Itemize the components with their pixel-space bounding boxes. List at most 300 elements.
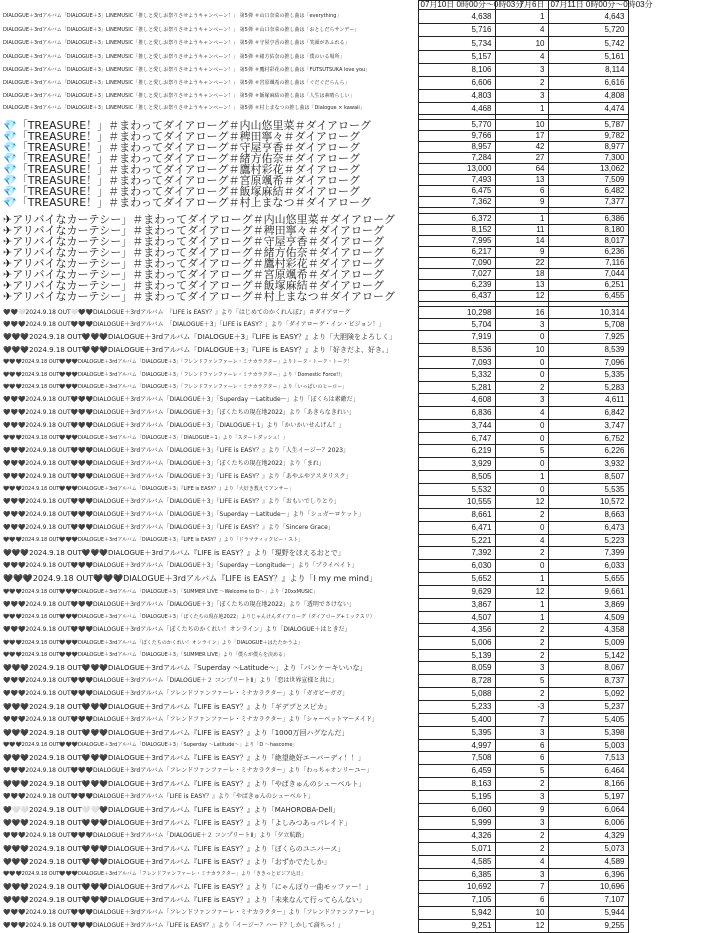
value-cell-d[interactable]: 5,009 [548,637,628,650]
value-cell-d[interactable]: 7,509 [548,175,628,186]
title-cell[interactable]: 🖤🖤🖤2024.9.18 OUT🖤🖤🖤DIALOGUE＋3rdアルバム「フレンドファンファーレ・ミナカラクター」より「ききっとピジア込日」 [3,871,306,877]
value-cell-b[interactable]: 10,555 [418,496,495,509]
value-cell-c[interactable]: 9 [495,247,548,258]
title-cell[interactable]: 🖤🖤🖤2024.9.18 OUT🖤🖤🖤DIALOGUE＋3rdアルバム「DIALOGUE＋3」「DIALOGUE＋1」より「スタートダッシュ！」 [3,435,288,441]
value-cell-c[interactable]: 10 [495,37,548,51]
title-cell[interactable]: 🖤🖤🖤2024.9.18 OUT🖤🖤🖤DIALOGUE＋3rdアルバム「DIALOGUE＋3」『LIFE is EASY？』より「おもいでしりとり」 [3,498,340,505]
value-cell-b[interactable]: 6,459 [418,765,495,778]
value-cell-b[interactable]: 3,744 [418,420,495,433]
value-cell-c[interactable]: 6 [495,740,548,752]
value-cell-c[interactable]: 0 [495,331,548,344]
value-cell-b[interactable]: 4,507 [418,612,495,624]
value-cell-b[interactable]: 4,608 [418,394,495,407]
title-cell[interactable]: 🖤🖤🖤2024.9.18 OUT🖤🖤🖤DIALOGUE＋3rdアルバム『LIFE is EASY？』より「未来なんて行ってらんない」 [3,895,366,904]
value-cell-b[interactable]: 9,629 [418,586,495,599]
value-cell-d[interactable]: 6,473 [548,522,628,535]
value-cell-c[interactable]: 18 [495,269,548,280]
value-cell-b[interactable]: 5,006 [418,637,495,650]
value-cell-d[interactable]: 4,589 [548,856,628,869]
value-cell-c[interactable]: 4 [495,24,548,37]
value-cell-d[interactable]: 3,747 [548,420,628,433]
value-cell-b[interactable]: 6,060 [418,804,495,817]
value-cell-b[interactable]: 5,999 [418,817,495,830]
value-cell-d[interactable]: 8,114 [548,64,628,77]
title-cell[interactable]: DIALOGUE＋3rdアルバム「DIALOGUE＋3」LINEMUSIC「推しと愛しお祭りさせようキャンペーン！」 第5弾 ＃山口奈菜の推し曲は「おとしだらサンデー」 [3,26,360,33]
title-cell[interactable]: 🖤🖤🖤2024.9.18 OUT🖤🖤🖤DIALOGUE＋3rdアルバム「ぼくたちのかくれい！オンライン」より「DIALOGUE＋はときだ」 [3,626,351,633]
value-cell-c[interactable]: 0 [495,433,548,445]
value-cell-c[interactable]: 0 [495,484,548,496]
value-cell-b[interactable]: 5,071 [418,843,495,856]
value-cell-b[interactable]: 7,493 [418,175,495,186]
value-cell-d[interactable]: 3,869 [548,599,628,612]
value-cell-d[interactable]: 5,161 [548,51,628,64]
value-cell-d[interactable]: 6,033 [548,560,628,573]
empty-cell [628,484,718,496]
value-cell-c[interactable]: 3 [495,791,548,804]
value-cell-c[interactable]: 0 [495,458,548,471]
value-cell-d[interactable]: 5,655 [548,573,628,586]
value-cell-c[interactable]: 9 [495,804,548,817]
title-cell[interactable]: 🖤🤍🤍2024.9.18 OUT🤍🤍🖤DIALOGUE＋3rdアルバム『LIFE is EASY？』より「MAHOROBA-Dell」 [3,805,340,814]
header-col-c[interactable]: 7月6日 [495,1,548,10]
value-cell-d[interactable]: 6,455 [548,291,628,302]
title-cell[interactable]: 🖤🖤🖤2024.9.18 OUT🖤🖤🖤DIALOGUE＋3rdアルバム「フレンドファンファーレ・ミナカラクター」より「シャーベットマーメイド」 [3,716,378,723]
value-cell-d[interactable]: 7,116 [548,258,628,269]
title-cell[interactable]: 🖤🖤🖤2024.9.18 OUT🖤🖤🖤DIALOGUE＋3rdアルバム「DIALOGUE＋3」「SUMMER LIVE ～Welcome to D～」より「20xxMUSIC」 [3,588,318,595]
value-cell-d[interactable]: 4,509 [548,612,628,624]
value-cell-c[interactable]: 2 [495,843,548,856]
title-cell[interactable]: 🖤🖤🖤2024.9.18 OUT🖤🖤🖤DIALOGUE＋3rdアルバム「フレンドファンファーレ・ミナカラクター」より「ガガビーガガ」 [3,690,349,697]
title-cell[interactable]: 🖤🖤🖤2024.9.18 OUT🖤🖤🖤DIALOGUE＋3rdアルバム『LIFE is EASY？』より「絶望絶好エーバーディ！！」 [3,753,365,762]
title-cell[interactable]: 🖤🖤🖤2024.9.18 OUT🖤🖤🖤DIALOGUE＋3rdアルバム「DIALOGUE＋3」「フレンドファンファーレ・ミナカラクター」よりトーク・トーク・トーク！ [3,359,353,365]
value-cell-c[interactable]: 1 [495,612,548,624]
value-cell-b[interactable]: 7,919 [418,331,495,344]
value-cell-d[interactable]: 7,044 [548,269,628,280]
title-cell[interactable]: DIALOGUE＋3rdアルバム「DIALOGUE＋3」LINEMUSIC「推しと愛しお祭りさせようキャンペーン！」 第5弾 ＃守屋亨香の推し曲は「笑顔があふれる」 [3,40,350,46]
value-cell-c[interactable]: 14 [495,236,548,247]
title-cell[interactable]: 🖤🖤🖤2024.9.18 OUT🖤🖤🖤DIALOGUE＋3rdアルバム『LIFE is EASY？』より「ぼくらのユニバース」 [3,844,345,853]
value-cell-d[interactable]: 8,507 [548,471,628,484]
title-cell[interactable]: 🖤🖤🖤2024.9.18 OUT🖤🖤🖤DIALOGUE＋3rdアルバム「DIALOGUE＋3」「SUMMER LIVE」より「僕らが僕らを決める」 [3,652,288,658]
value-cell-d[interactable]: 4,474 [548,103,628,115]
value-cell-c[interactable]: 3 [495,869,548,881]
title-cell[interactable]: 💎「TREASURE！」＃まわってダイアローグ＃宮原颯希＃ダイアローグ [3,173,360,187]
header-col-d[interactable]: 07月11日 0時00分〜0時03分 [548,1,628,10]
value-cell-b[interactable]: 6,475 [418,186,495,197]
title-cell[interactable]: ✈アリバイなカーテシー」＃まわってダイアローグ＃飯塚麻結＃ダイアローグ [3,278,385,292]
title-cell[interactable]: DIALOGUE＋3rdアルバム「DIALOGUE＋3」LINEMUSIC「推しと愛しお祭りさせようキャンペーン！」 第5弾 ＃飯塚麻結の推し曲は「人生は素晴らしい」 [3,92,355,99]
value-cell-b[interactable]: 4,585 [418,856,495,869]
value-cell-c[interactable]: 3 [495,64,548,77]
value-cell-d[interactable]: 5,405 [548,714,628,727]
value-cell-c[interactable]: 4 [495,535,548,547]
value-cell-b[interactable]: 8,505 [418,471,495,484]
table-row [0,90,718,103]
value-cell-d[interactable]: 6,464 [548,765,628,778]
value-cell-c[interactable]: 2 [495,547,548,560]
value-cell-d[interactable]: 5,283 [548,382,628,394]
title-cell[interactable]: 🖤🖤🖤2024.9.18 OUT🖤🖤🖤DIALOGUE＋3rdアルバム「DIALOGUE＋3」『LIFE is EASY？』より「人生イージー？2023」 [3,447,350,454]
value-cell-b[interactable]: 7,027 [418,269,495,280]
value-cell-c[interactable]: 12 [495,291,548,302]
value-cell-b[interactable]: 5,652 [418,573,495,586]
value-cell-b[interactable]: 6,219 [418,445,495,458]
value-cell-c[interactable]: 12 [495,496,548,509]
value-cell-d[interactable]: 10,314 [548,307,628,319]
value-cell-b[interactable]: 10,298 [418,307,495,319]
title-cell[interactable]: 🖤🖤🖤2024.9.18 OUT🖤🖤🖤DIALOGUE＋3rdアルバム「DIALOGUE＋3」『LIFE is EASY？』より「あやふやアスタリスク」 [3,473,352,480]
title-cell[interactable]: 🖤🖤🖤2024.9.18 OUT🖤🖤🖤DIALOGUE＋3rdアルバム「DIALOGUE＋3」『LIFE is EASY？』より「Sincere Grace」 [3,524,334,531]
value-cell-b[interactable]: 7,090 [418,258,495,269]
value-cell-c[interactable]: 3 [495,727,548,740]
title-cell[interactable]: 🖤🖤🖤2024.9.18 OUT🖤🖤🖤DIALOGUE＋3rdアルバム「DIALOGUE＋3」「ぼくたちの現在地2022」より「まれ」 [3,460,325,467]
value-cell-d[interactable]: 8,977 [548,142,628,153]
value-cell-c[interactable]: 10 [495,120,548,131]
value-cell-c[interactable]: 0 [495,357,548,369]
value-cell-c[interactable]: 12 [495,920,548,933]
title-cell[interactable]: 🖤🖤🖤2024.9.18 OUT🖤🖤🖤DIALOGUE＋3rdアルバム『LIFE is EASY？』より「おずかでたしか」 [3,857,331,866]
value-cell-b[interactable]: 8,661 [418,509,495,522]
value-cell-b[interactable]: 4,803 [418,90,495,103]
value-cell-d[interactable]: 8,166 [548,778,628,791]
title-cell[interactable]: 🖤🖤🖤2024.9.18 OUT🖤🖤🖤DIALOGUE＋3rdアルバム『LIFE is EASY？』より「やばきゅんのシューベルト」 [3,779,366,788]
value-cell-c[interactable]: 1 [495,103,548,115]
value-cell-b[interactable]: 8,152 [418,225,495,236]
title-cell[interactable]: 🖤🖤🖤2024.9.18 OUT🖤🖤🖤DIALOGUE＋3rdアルバム「Superday ～Latitude～」より「バンケーキいいな」 [3,663,367,672]
value-cell-c[interactable]: 3 [495,817,548,830]
value-cell-c[interactable]: 0 [495,420,548,433]
value-cell-d[interactable]: 5,003 [548,740,628,752]
title-cell[interactable]: DIALOGUE＋3rdアルバム「DIALOGUE＋3」LINEMUSIC「推しと愛しお祭りさせようキャンペーン！」 第5弾 ＃村上まなつの推し曲は「Dialogue × kawaii」 [3,105,365,111]
title-cell[interactable]: ✈アリバイなカーテシー」＃まわってダイアローグ＃緒方佑奈＃ダイアローグ [3,245,385,259]
value-cell-d[interactable]: 6,752 [548,433,628,445]
value-cell-b[interactable]: 8,106 [418,64,495,77]
value-cell-c[interactable]: 1 [495,573,548,586]
title-cell[interactable]: 🖤🖤🖤2024.9.18 OUT🖤🖤🖤DIALOGUE＋3rdアルバム『LIFE is EASY？』より「イージー？ハード？しかして満ちっ！」 [3,922,344,929]
value-cell-b[interactable]: 5,395 [418,727,495,740]
value-cell-c[interactable]: 13 [495,175,548,186]
value-cell-c[interactable]: 2 [495,382,548,394]
value-cell-b[interactable]: 7,508 [418,752,495,765]
title-cell[interactable]: 🖤🖤🖤2024.9.18 OUT🖤🖤🖤DIALOGUE＋3rdアルバム『LIFE is EASY？』より「1000万回ハグなんだ」 [3,728,349,737]
value-cell-c[interactable]: 3 [495,90,548,103]
title-cell[interactable]: 🖤🖤🖤2024.9.18 OUT🖤🖤🖤DIALOGUE＋3rdアルバム『LIFE is EASY？』より「やばきゅんのシューベルト」 [3,793,314,800]
value-cell-d[interactable]: 4,358 [548,624,628,637]
value-cell-d[interactable]: 8,663 [548,509,628,522]
value-cell-d[interactable]: 5,398 [548,727,628,740]
value-cell-b[interactable]: 3,929 [418,458,495,471]
value-cell-b[interactable]: 4,997 [418,740,495,752]
value-cell-c[interactable]: 2 [495,830,548,843]
value-cell-c[interactable]: 1 [495,599,548,612]
value-cell-d[interactable]: 5,073 [548,843,628,856]
value-cell-c[interactable]: 6 [495,894,548,907]
value-cell-b[interactable]: 7,995 [418,236,495,247]
value-cell-d[interactable]: 6,616 [548,77,628,90]
value-cell-c[interactable]: 2 [495,637,548,650]
value-cell-d[interactable]: 6,064 [548,804,628,817]
value-cell-b[interactable]: 8,163 [418,778,495,791]
title-cell[interactable]: 🖤🖤🖤2024.9.18 OUT🖤🖤🖤DIALOGUE＋3rdアルバム「フレンドファンファーレ・ミナカラクター」より「わっちゃオンリーユー」 [3,767,373,774]
value-cell-b[interactable]: 5,157 [418,51,495,64]
title-cell[interactable]: 🖤🖤🖤2024.9.18 OUT🖤🖤🖤DIALOGUE＋3rdアルバム「DIALOGUE＋3」「フレンドファンファーレ・ミナカラクター」より「Domestic Force!!」 [3,371,346,378]
value-cell-d[interactable]: 6,842 [548,407,628,420]
value-cell-d[interactable]: 7,399 [548,547,628,560]
title-cell[interactable]: 💎「TREASURE！」＃まわってダイアローグ＃飯塚麻結＃ダイアローグ [3,184,360,198]
value-cell-d[interactable]: 5,237 [548,701,628,714]
value-cell-c[interactable]: 10 [495,907,548,920]
title-cell[interactable]: 🖤🖤🖤2024.9.18 OUT🖤🖤🖤DIALOGUE＋3rdアルバム『LIFE is EASY？』より「にゃんぽり一曲モッファー！」 [3,882,373,891]
value-cell-b[interactable]: 5,942 [418,907,495,920]
value-cell-c[interactable]: 13 [495,280,548,291]
value-cell-c[interactable]: 2 [495,778,548,791]
title-cell[interactable]: 💎「TREASURE！」＃まわってダイアローグ＃稗田寧々＃ダイアローグ [3,129,360,143]
value-cell-c[interactable]: 1 [495,214,548,225]
title-cell[interactable]: 🖤🖤🖤2024.9.18 OUT🖤🖤🖤DIALOGUE＋3rdアルバム『LIFE is EASY？』より「ギデブとスピカ」 [3,702,331,711]
value-cell-b[interactable]: 8,059 [418,662,495,675]
title-cell[interactable]: 🖤🖤🖤2024.9.18 OUT🖤🖤🖤DIALOGUE＋3rdアルバム「DIALOGUE＋3」「Superday ～Latitude～」より「シュガーロケット」 [3,511,365,518]
title-cell[interactable]: 🖤🖤🖤2024.9.18 OUT🖤🖤🖤DIALOGUE＋3rdアルバム『LIFE is EASY？』より「現野をほえるおとで」 [3,548,345,557]
value-cell-d[interactable]: 5,092 [548,688,628,701]
value-cell-d[interactable]: 9,661 [548,586,628,599]
value-cell-d[interactable]: 7,107 [548,894,628,907]
value-cell-d[interactable]: 5,787 [548,120,628,131]
value-cell-b[interactable]: 7,284 [418,153,495,164]
value-cell-c[interactable]: 2 [495,509,548,522]
value-cell-c[interactable]: -3 [495,701,548,714]
value-cell-b[interactable]: 5,716 [418,24,495,37]
value-cell-b[interactable]: 7,105 [418,894,495,907]
value-cell-d[interactable]: 13,062 [548,164,628,175]
title-cell[interactable]: 🖤🖤🖤2024.9.18 OUT🖤🖤🖤DIALOGUE＋3rdアルバム「DIALOGUE＋２ コンプリートⅡ」より「恋は世界宣様と共に」 [3,677,338,684]
value-cell-c[interactable]: 22 [495,258,548,269]
value-cell-d[interactable]: 6,006 [548,817,628,830]
title-cell[interactable]: 🖤🖤🖤2024.9.18 OUT🖤🖤🖤DIALOGUE＋3rdアルバム「DIALOGUE＋3」『LIFE is EASY？』より「大胆険をよろしく」 [3,332,397,341]
title-cell[interactable]: ✈アリバイなカーテシー」＃まわってダイアローグ＃稗田寧々＃ダイアローグ [3,223,385,237]
value-cell-d[interactable]: 7,300 [548,153,628,164]
value-cell-c[interactable]: 64 [495,164,548,175]
value-cell-b[interactable]: 5,770 [418,120,495,131]
value-cell-c[interactable]: 5 [495,765,548,778]
value-cell-b[interactable]: 7,093 [418,357,495,369]
value-cell-d[interactable]: 7,377 [548,197,628,208]
title-cell[interactable]: 🖤🖤🖤2024.9.18 OUT🖤🖤🖤DIALOGUE＋3rdアルバム「ぼくたちのかくれい！オンライン」より「DIALOGUE＋はたたかうよ」 [3,639,303,646]
value-cell-c[interactable]: 1 [495,10,548,24]
value-cell-c[interactable]: 2 [495,688,548,701]
value-cell-c[interactable]: 11 [495,225,548,236]
title-cell[interactable]: 🖤🖤🖤2024.9.18 OUT🖤🖤🖤DIALOGUE＋3rdアルバム「DIALOGUE＋3」『LIFE is EASY？』より「大好き教えてアンサー」 [3,486,294,492]
value-cell-b[interactable]: 13,000 [418,164,495,175]
value-cell-c[interactable]: 17 [495,131,548,142]
value-cell-b[interactable]: 5,532 [418,484,495,496]
value-cell-d[interactable]: 7,096 [548,357,628,369]
title-cell[interactable]: 🖤🖤🖤2024.9.18 OUT🖤🖤🖤DIALOGUE＋3rdアルバム『LIFE is EASY？』より「よしみつあっパレイド」 [3,818,352,827]
value-cell-c[interactable]: 10 [495,344,548,357]
value-cell-b[interactable]: 6,836 [418,407,495,420]
title-cell[interactable]: 🖤🖤🖤2024.9.18 OUT🖤🖤🖤DIALOGUE＋3rdアルバム「DIALOGUE＋3」「ぼくたちの現在地2022」よりじゃんけんダイアローグ（ダイアローグ+ミックスリ） [3,614,375,620]
value-cell-c[interactable]: 1 [495,471,548,484]
value-cell-d[interactable]: 10,572 [548,496,628,509]
value-cell-d[interactable]: 5,223 [548,535,628,547]
value-cell-d[interactable]: 6,482 [548,186,628,197]
value-cell-d[interactable]: 8,067 [548,662,628,675]
title-cell[interactable]: ✈アリバイなカーテシー」＃まわってダイアローグ＃村上まなつ＃ダイアローグ [3,289,396,303]
title-cell[interactable]: 🖤🖤🤍2024.9.18 OUT🤍🖤🖤DIALOGUE＋3rdアルバム 『LIFE is EASY？』より「はじめてのかくれんぼ♪」＃ダイアローグ [3,308,351,316]
value-cell-b[interactable]: 5,734 [418,37,495,51]
title-cell[interactable]: 🖤🖤🖤2024.9.18 OUT🖤🖤🖤DIALOGUE＋3rdアルバム「DIALOGUE＋3」「DIALOGUE＋1」より「かいかいせんげん！」 [3,422,345,429]
value-cell-d[interactable]: 9,255 [548,920,628,933]
value-cell-b[interactable]: 5,400 [418,714,495,727]
title-cell[interactable]: 💎「TREASURE！」＃まわってダイアローグ＃内山悠里菜＃ダイアローグ [3,118,371,132]
value-cell-b[interactable]: 5,233 [418,701,495,714]
value-cell-b[interactable]: 4,468 [418,103,495,115]
title-cell[interactable]: 🖤🖤🖤2024.9.18 OUT🖤🖤🖤DIALOGUE＋3rdアルバム「フレンドファンファーレ・ミナカラクター」より「フレンドファンファーレ」 [3,909,378,916]
value-cell-c[interactable]: 4 [495,407,548,420]
title-cell[interactable]: 🖤🖤🖤2024.9.18 OUT🖤🖤🖤DIALOGUE＋3rdアルバム「DIALOGUE＋3」「Superday ～Longitude～」より「プライベイト」 [3,562,358,569]
value-cell-d[interactable]: 4,329 [548,830,628,843]
value-cell-b[interactable]: 6,217 [418,247,495,258]
value-cell-b[interactable]: 5,704 [418,319,495,331]
value-cell-b[interactable]: 6,747 [418,433,495,445]
empty-cell [628,830,718,843]
value-cell-c[interactable]: 5 [495,445,548,458]
value-cell-d[interactable]: 10,696 [548,881,628,894]
value-cell-b[interactable]: 6,372 [418,214,495,225]
value-cell-b[interactable]: 6,606 [418,77,495,90]
value-cell-d[interactable]: 7,925 [548,331,628,344]
title-cell[interactable]: 💎「TREASURE！」＃まわってダイアローグ＃鷹村彩花＃ダイアローグ [3,162,360,176]
value-cell-d[interactable]: 5,708 [548,319,628,331]
value-cell-d[interactable]: 5,197 [548,791,628,804]
value-cell-c[interactable]: 16 [495,307,548,319]
value-cell-c[interactable]: 0 [495,560,548,573]
value-cell-c[interactable]: 6 [495,752,548,765]
value-cell-c[interactable]: 3 [495,319,548,331]
title-cell[interactable]: 🖤🖤🖤2024.9.18 OUT🖤🖤🖤DIALOGUE＋3rdアルバム「DIALOGUE＋3」「フレンドファンファーレ・ミナカラクター」より「いっぱいのヒーロー」 [3,384,348,390]
title-cell[interactable]: 🖤🖤🖤2024.9.18 OUT🖤🖤🖤DIALOGUE＋3rdアルバム「DIALOGUE＋２ コンプリートⅡ」より「夕立航路」 [3,832,308,839]
value-cell-d[interactable]: 6,396 [548,869,628,881]
value-cell-b[interactable]: 3,867 [418,599,495,612]
value-cell-b[interactable]: 6,239 [418,280,495,291]
title-cell[interactable]: 🖤🖤🖤2024.9.18 OUT🖤🖤🖤DIALOGUE＋3rdアルバム『LIFE is EASY？』より「I my me mind」 [3,574,377,583]
value-cell-b[interactable]: 8,728 [418,675,495,688]
value-cell-c[interactable]: 9 [495,197,548,208]
value-cell-d[interactable]: 9,782 [548,131,628,142]
value-cell-d[interactable]: 7,513 [548,752,628,765]
empty-cell [628,560,718,573]
value-cell-c[interactable]: 2 [495,624,548,637]
title-cell[interactable]: 🖤🖤🖤2024.9.18 OUT🖤🖤🖤DIALOGUE＋3rdアルバム「DIALOGUE＋3」「ぼくたちの現在地2022」より「透明でさけない」 [3,601,355,608]
value-cell-b[interactable]: 5,221 [418,535,495,547]
title-cell[interactable]: 🖤🖤🖤2024.9.18 OUT🖤🖤🖤DIALOGUE＋3rdアルバム「DIALOGUE＋3」『LIFE is EASY？』より「好きだよ、好き。」 [3,345,393,354]
value-cell-c[interactable]: 42 [495,142,548,153]
value-cell-b[interactable]: 5,195 [418,791,495,804]
title-cell[interactable]: 🖤🖤🖤2024.9.18 OUT🖤🖤🖤DIALOGUE＋3rdアルバム 「DIALOGUE＋3」「LIFE is EASY？」より「ダイアローグ・イン・ビジョン！」 [3,320,385,328]
value-cell-b[interactable]: 6,437 [418,291,495,302]
title-cell[interactable]: ✈アリバイなカーテシー」＃まわってダイアローグ＃守屋亨香＃ダイアローグ [3,234,385,248]
title-cell[interactable]: DIALOGUE＋3rdアルバム「DIALOGUE＋3」LINEMUSIC「推しと愛しお祭りさせようキャンペーン！」 第5弾 ＃宮原颯希の推し曲は「ぐだぐだらんら」 [3,79,350,86]
title-cell[interactable]: DIALOGUE＋3rdアルバム「DIALOGUE＋3」LINEMUSIC「推しと愛しお祭りさせようキャンペーン！」 第5弾 ＃緒方佑奈の推し曲は「僕のいる場所」 [3,53,345,60]
value-cell-c[interactable]: 12 [495,586,548,599]
value-cell-c[interactable]: 27 [495,153,548,164]
title-cell[interactable]: ✈アリバイなカーテシー」＃まわってダイアローグ＃鷹村彩花＃ダイアローグ [3,256,385,270]
title-cell[interactable]: 🖤🖤🖤2024.9.18 OUT🖤🖤🖤DIALOGUE＋3rdアルバム「DIALOGUE＋3」『LIFE is EASY？』より「ドラマティックビー・スト」 [3,537,304,543]
value-cell-b[interactable]: 5,281 [418,382,495,394]
value-cell-c[interactable]: 4 [495,856,548,869]
title-cell[interactable]: DIALOGUE＋3rdアルバム「DIALOGUE＋3」LINEMUSIC「推しと愛しお祭りさせようキャンペーン！」 第5弾 ＃鷹村彩花の推し曲は「FUTSUTSUKA love you」 [3,66,371,73]
value-cell-d[interactable]: 6,236 [548,247,628,258]
value-cell-d[interactable]: 8,737 [548,675,628,688]
title-cell[interactable]: ✈アリバイなカーテシー」＃まわってダイアローグ＃内山悠里菜＃ダイアローグ [3,212,396,226]
value-cell-d[interactable]: 3,932 [548,458,628,471]
value-cell-b[interactable]: 5,088 [418,688,495,701]
value-cell-b[interactable]: 9,251 [418,920,495,933]
value-cell-d[interactable]: 8,017 [548,236,628,247]
table-row [0,522,718,535]
title-cell[interactable]: ✈アリバイなカーテシー」＃まわってダイアローグ＃宮原颯希＃ダイアローグ [3,267,385,281]
value-cell-b[interactable]: 6,471 [418,522,495,535]
value-cell-c[interactable]: 3 [495,662,548,675]
title-cell[interactable]: 💎「TREASURE！」＃まわってダイアローグ＃守屋亨香＃ダイアローグ [3,140,360,154]
value-cell-b[interactable]: 7,392 [418,547,495,560]
value-cell-d[interactable]: 6,386 [548,214,628,225]
value-cell-b[interactable]: 4,638 [418,10,495,24]
value-cell-d[interactable]: 5,742 [548,37,628,51]
title-cell[interactable]: DIALOGUE＋3rdアルバム「DIALOGUE＋3」LINEMUSIC「推しと愛しお祭りさせようキャンペーン！」 第5弾 ＃山口奈菜の推し曲は「everything」 [3,13,342,19]
value-cell-c[interactable]: 6 [495,186,548,197]
value-cell-c[interactable]: 4 [495,51,548,64]
title-cell[interactable]: 🖤🖤🖤2024.9.18 OUT🖤🖤🖤DIALOGUE＋3rdアルバム「DIALOGUE＋3」「ぼくたちの現在地2022」より「あきらなきれい」 [3,409,355,416]
value-cell-d[interactable]: 5,944 [548,907,628,920]
value-cell-d[interactable]: 5,335 [548,369,628,382]
value-cell-b[interactable]: 8,957 [418,142,495,153]
value-cell-d[interactable]: 5,720 [548,24,628,37]
value-cell-c[interactable]: 3 [495,394,548,407]
value-cell-c[interactable]: 7 [495,714,548,727]
title-cell[interactable]: 💎「TREASURE！」＃まわってダイアローグ＃緒方佑奈＃ダイアローグ [3,151,360,165]
header-col-b[interactable]: 07月10日 0時00分〜0時03分 [418,1,495,10]
title-cell[interactable]: 🖤🖤🖤2024.9.18 OUT🖤🖤🖤DIALOGUE＋3rdアルバム「DIALOGUE＋3」「Superday ～Latitude～」より「D ～hascome」 [3,742,298,748]
value-cell-d[interactable]: 6,226 [548,445,628,458]
value-cell-c[interactable]: 0 [495,522,548,535]
value-cell-b[interactable]: 6,030 [418,560,495,573]
value-cell-b[interactable]: 8,536 [418,344,495,357]
value-cell-c[interactable]: 2 [495,77,548,90]
value-cell-d[interactable]: 4,808 [548,90,628,103]
value-cell-c[interactable]: 5 [495,675,548,688]
value-cell-d[interactable]: 4,643 [548,10,628,24]
value-cell-b[interactable]: 7,362 [418,197,495,208]
value-cell-d[interactable]: 5,535 [548,484,628,496]
value-cell-d[interactable]: 8,539 [548,344,628,357]
value-cell-b[interactable]: 5,139 [418,650,495,662]
value-cell-b[interactable]: 4,326 [418,830,495,843]
value-cell-b[interactable]: 9,766 [418,131,495,142]
value-cell-c[interactable]: 2 [495,650,548,662]
value-cell-d[interactable]: 6,251 [548,280,628,291]
value-cell-b[interactable]: 6,385 [418,869,495,881]
value-cell-b[interactable]: 5,332 [418,369,495,382]
value-cell-c[interactable]: 0 [495,369,548,382]
value-cell-d[interactable]: 8,180 [548,225,628,236]
value-cell-b[interactable]: 4,356 [418,624,495,637]
value-cell-c[interactable]: 7 [495,881,548,894]
value-cell-b[interactable]: 10,692 [418,881,495,894]
title-cell[interactable]: 💎「TREASURE！」＃まわってダイアローグ＃村上まなつ＃ダイアローグ [3,195,371,209]
value-cell-d[interactable]: 5,142 [548,650,628,662]
value-cell-d[interactable]: 4,611 [548,394,628,407]
title-cell[interactable]: 🖤🖤🖤2024.9.18 OUT🖤🖤🖤DIALOGUE＋3rdアルバム「DIALOGUE＋3」「Superday ～Latitude～」より「ぼくらは素敵だ」 [3,396,359,403]
